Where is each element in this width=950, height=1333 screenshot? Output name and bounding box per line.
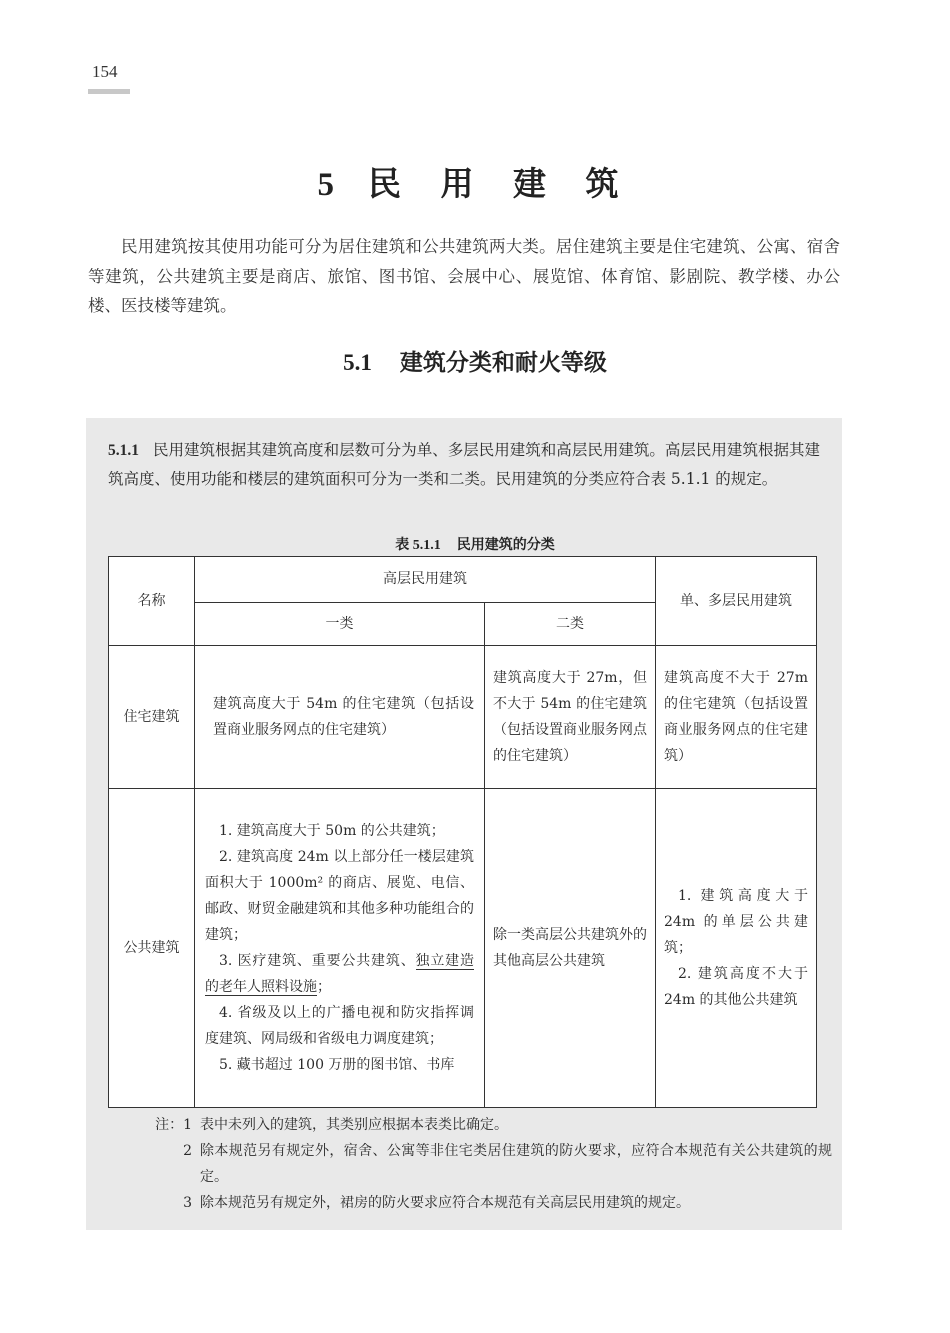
table-row-public	[109, 789, 817, 1108]
row-residential-class-1: 建筑高度大于 54m 的住宅建筑（包括设置商业服务网点的住宅建筑）	[195, 646, 485, 789]
clause-5-1-1	[108, 436, 820, 494]
section-number: 5.1	[343, 350, 372, 375]
row-public-class-1	[195, 789, 485, 1108]
section-title	[0, 344, 950, 377]
table-notes	[142, 1112, 832, 1216]
chapter-title-text: 民 用 建 筑	[368, 164, 633, 203]
header-low-rise: 单、多层民用建筑	[656, 557, 817, 646]
public-low-rise-item-1: 1. 建筑高度大于 24m 的单层公共建筑；	[664, 888, 808, 956]
row-public-low-rise	[656, 789, 817, 1108]
section-title-text: 建筑分类和耐火等级	[399, 350, 607, 376]
note-2	[142, 1138, 832, 1190]
page-number: 154	[92, 62, 118, 81]
header-class-2: 二类	[485, 602, 656, 646]
note-3	[142, 1190, 832, 1216]
row-public-name: 公共建筑	[109, 789, 195, 1108]
public-class-1-item-2: 2. 建筑高度 24m 以上部分任一楼层建筑面积大于 1000m² 的商店、展览、电信、邮政、财贸金融建筑和其他多种功能组合的建筑；	[205, 849, 474, 943]
note-3-label: 3	[183, 1195, 192, 1211]
note-1-label: 注：1	[155, 1117, 192, 1133]
chapter-title	[0, 158, 950, 205]
header-name: 名称	[109, 557, 195, 646]
note-3-text: 除本规范另有规定外，裙房的防火要求应符合本规范有关高层民用建筑的规定。	[200, 1195, 690, 1211]
chapter-intro: 民用建筑按其使用功能可分为居住建筑和公共建筑两大类。居住建筑主要是住宅建筑、公寓、宿舍等建筑，公共建筑主要是商店、旅馆、图书馆、会展中心、展览馆、体育馆、影剧院、教学楼、办公楼、医技楼等建筑。	[88, 237, 840, 315]
table-caption	[0, 534, 950, 554]
building-classification-table	[108, 556, 817, 1108]
note-2-text: 除本规范另有规定外，宿舍、公寓等非住宅类居住建筑的防火要求，应符合本规范有关公共建筑的规定。	[200, 1143, 832, 1185]
public-class-1-item-4: 4. 省级及以上的广播电视和防灾指挥调度建筑、网局级和省级电力调度建筑；	[205, 1005, 474, 1047]
table-caption-title: 民用建筑的分类	[456, 537, 555, 553]
header-class-1: 一类	[195, 602, 485, 646]
note-2-label: 2	[183, 1143, 192, 1159]
elderly-care-underlined-text: 独立建造的老年人照料设施	[205, 953, 475, 995]
row-residential-name: 住宅建筑	[109, 646, 195, 789]
note-1-text: 表中未列入的建筑，其类别应根据本表类比确定。	[200, 1117, 508, 1133]
public-class-1-item-3-end: ；	[317, 979, 331, 995]
public-class-1-item-3	[205, 948, 474, 1000]
table-header-row	[109, 557, 817, 603]
public-class-1-item-1: 1. 建筑高度大于 50m 的公共建筑；	[219, 823, 445, 839]
clause-text: 民用建筑根据其建筑高度和层数可分为单、多层民用建筑和高层民用建筑。高层民用建筑根据其建筑高度、使用功能和楼层的建筑面积可分为一类和二类。民用建筑的分类应符合表 5.1.1 的规定。	[108, 441, 820, 488]
chapter-number: 5	[317, 167, 335, 203]
page-number-rule	[88, 89, 130, 94]
public-class-1-item-3-text: 3. 医疗建筑、重要公共建筑、	[219, 953, 416, 969]
note-1	[142, 1112, 832, 1138]
public-class-1-item-5: 5. 藏书超过 100 万册的图书馆、书库	[219, 1057, 455, 1073]
row-public-class-2: 除一类高层公共建筑外的其他高层公共建筑	[485, 789, 656, 1108]
header-high-rise: 高层民用建筑	[195, 557, 656, 603]
table-caption-number: 表 5.1.1	[395, 538, 441, 553]
table-row-residential	[109, 646, 817, 789]
row-residential-class-2: 建筑高度大于 27m，但不大于 54m 的住宅建筑（包括设置商业服务网点的住宅建筑）	[485, 646, 656, 789]
public-low-rise-item-2: 2. 建筑高度不大于 24m 的其他公共建筑	[664, 966, 808, 1008]
row-residential-low-rise: 建筑高度不大于 27m 的住宅建筑（包括设置商业服务网点的住宅建筑）	[656, 646, 817, 789]
clause-number: 5.1.1	[108, 442, 139, 459]
